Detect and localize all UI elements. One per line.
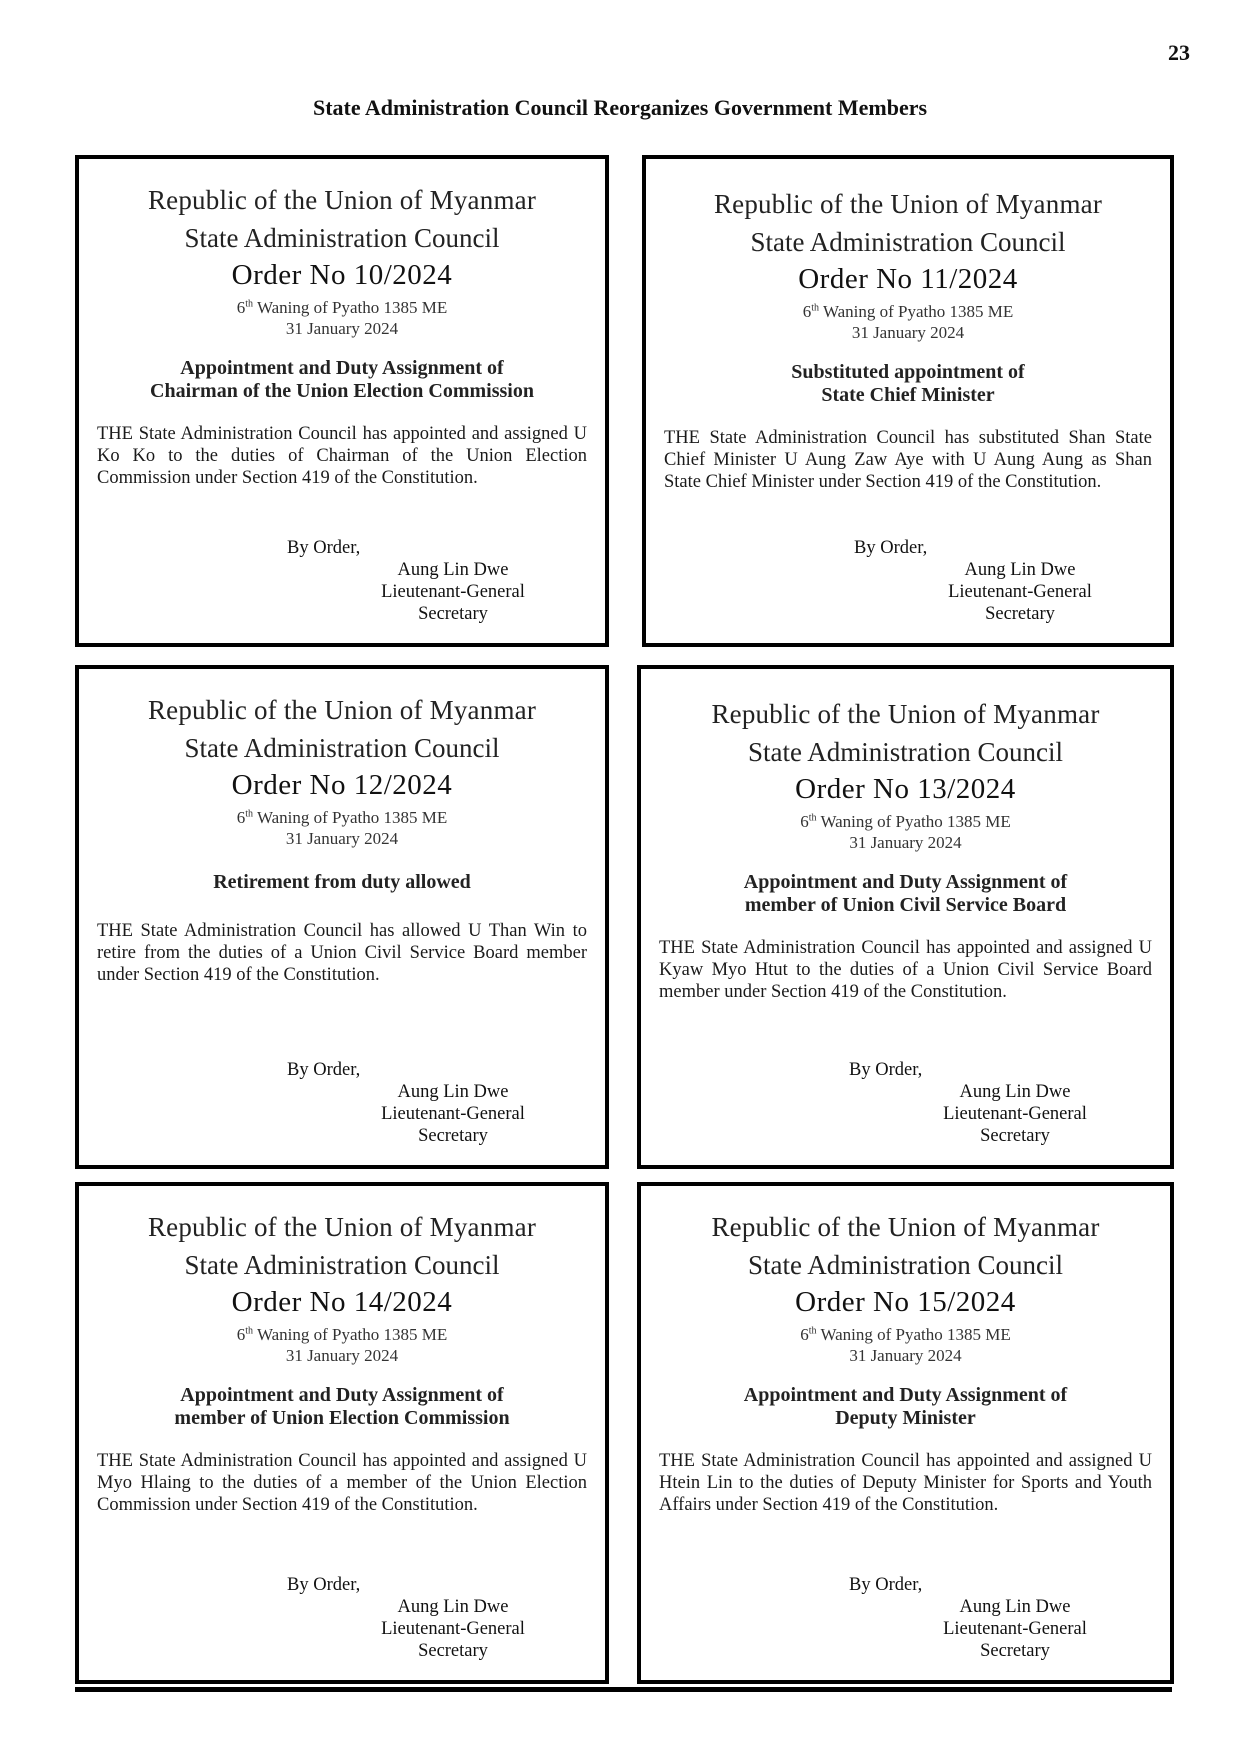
order-date-gregorian: 31 January 2024: [851, 323, 965, 342]
signature-block: [93, 1574, 591, 1666]
order-country: Republic of the Union of Myanmar: [147, 695, 537, 725]
order-subject: [93, 1384, 591, 1430]
order-date-myanmar: 6th Waning of Pyatho 1385 ME: [236, 808, 448, 827]
order-council: State Administration Council: [184, 1250, 500, 1280]
order-card-14: [75, 1182, 609, 1684]
signatory-name: Aung Lin Dwe: [964, 560, 1076, 580]
order-country: Republic of the Union of Myanmar: [147, 1212, 537, 1242]
signatory-rank: Lieutenant-General: [381, 1104, 525, 1124]
by-order-label: By Order,: [287, 538, 361, 558]
order-card-10: [75, 155, 609, 647]
order-card-11: [642, 155, 1174, 647]
by-order-label: By Order,: [854, 538, 928, 558]
order-subject-line: Appointment and Duty Assignment of: [180, 357, 504, 379]
signature-block: [93, 537, 591, 629]
order-subject: [655, 1384, 1156, 1430]
order-subject-line: Retirement from duty allowed: [213, 871, 471, 893]
signatory-name: Aung Lin Dwe: [397, 1082, 509, 1102]
order-subject-line: Chairman of the Union Election Commission: [150, 380, 534, 402]
signatory-position: Secretary: [418, 1641, 488, 1661]
order-card-15: [637, 1182, 1174, 1684]
order-date-gregorian: 31 January 2024: [285, 319, 399, 338]
signature-block: [660, 537, 1156, 629]
order-number: Order No 12/2024: [231, 769, 453, 801]
order-card-13: [637, 665, 1174, 1169]
order-subject: [93, 357, 591, 403]
order-date-gregorian: 31 January 2024: [285, 1346, 399, 1365]
order-subject: [660, 361, 1156, 407]
order-council: State Administration Council: [184, 733, 500, 763]
order-body: THE State Administration Council has appointed and assigned U Ko Ko to the duties of Chairman of the Union Election Commission under Section 419 of the Constitution.: [97, 424, 587, 488]
order-date-gregorian: 31 January 2024: [849, 833, 962, 852]
signatory-rank: Lieutenant-General: [943, 1104, 1087, 1124]
order-number: Order No 10/2024: [231, 259, 453, 291]
order-subject-line: Deputy Minister: [835, 1407, 976, 1429]
signature-block: [93, 1059, 591, 1151]
signatory-rank: Lieutenant-General: [948, 582, 1092, 602]
order-subject-line: Appointment and Duty Assignment of: [743, 871, 1068, 893]
signatory-name: Aung Lin Dwe: [959, 1082, 1071, 1102]
order-subject-line: member of Union Election Commission: [174, 1407, 510, 1429]
order-body: THE State Administration Council has appointed and assigned U Myo Hlaing to the duties of a member of the Union Election Commission under Section 419 of the Constitution.: [97, 1451, 587, 1515]
order-council: State Administration Council: [750, 227, 1066, 257]
order-body: THE State Administration Council has appointed and assigned U Kyaw Myo Htut to the duties of a Union Civil Service Board member under Section 419 of the Constitution.: [659, 938, 1152, 1002]
bottom-divider: [75, 1687, 1172, 1692]
order-subject-line: Appointment and Duty Assignment of: [180, 1384, 504, 1406]
signatory-name: Aung Lin Dwe: [397, 1597, 509, 1617]
order-date-myanmar: 6th Waning of Pyatho 1385 ME: [800, 1325, 1011, 1344]
signatory-position: Secretary: [418, 604, 488, 624]
order-country: Republic of the Union of Myanmar: [711, 699, 1100, 729]
order-date-myanmar: 6th Waning of Pyatho 1385 ME: [800, 812, 1011, 831]
signature-block: [655, 1059, 1156, 1151]
by-order-label: By Order,: [849, 1575, 923, 1595]
order-date-myanmar: 6th Waning of Pyatho 1385 ME: [236, 1325, 448, 1344]
order-date-gregorian: 31 January 2024: [849, 1346, 962, 1365]
order-number: Order No 11/2024: [798, 263, 1018, 295]
order-number: Order No 13/2024: [795, 773, 1016, 805]
order-card-12: [75, 665, 609, 1169]
page-title: State Administration Council Reorganizes Government Members: [312, 95, 928, 120]
by-order-label: By Order,: [287, 1575, 361, 1595]
order-subject: [93, 871, 591, 894]
by-order-label: By Order,: [849, 1060, 923, 1080]
order-subject-line: member of Union Civil Service Board: [744, 894, 1067, 916]
signatory-rank: Lieutenant-General: [943, 1619, 1087, 1639]
signatory-position: Secretary: [418, 1126, 488, 1146]
order-date-gregorian: 31 January 2024: [285, 829, 399, 848]
order-council: State Administration Council: [748, 737, 1063, 767]
order-date-myanmar: 6th Waning of Pyatho 1385 ME: [802, 302, 1014, 321]
signatory-position: Secretary: [980, 1126, 1050, 1146]
order-date-myanmar: 6th Waning of Pyatho 1385 ME: [236, 298, 448, 317]
order-subject-line: Appointment and Duty Assignment of: [743, 1384, 1068, 1406]
order-council: State Administration Council: [184, 223, 500, 253]
order-council: State Administration Council: [748, 1250, 1063, 1280]
signatory-position: Secretary: [985, 604, 1055, 624]
order-subject-line: Substituted appointment of: [791, 361, 1025, 383]
signatory-rank: Lieutenant-General: [381, 582, 525, 602]
order-subject: [655, 871, 1156, 917]
order-country: Republic of the Union of Myanmar: [711, 1212, 1100, 1242]
signatory-name: Aung Lin Dwe: [959, 1597, 1071, 1617]
page-number: 23: [1168, 40, 1190, 65]
order-number: Order No 15/2024: [795, 1286, 1016, 1318]
order-body: THE State Administration Council has appointed and assigned U Htein Lin to the duties of Deputy Minister for Sports and Youth Affairs under Section 419 of the Constitution.: [659, 1451, 1152, 1515]
by-order-label: By Order,: [287, 1060, 361, 1080]
order-country: Republic of the Union of Myanmar: [713, 189, 1103, 219]
signatory-name: Aung Lin Dwe: [397, 560, 509, 580]
order-subject-line: State Chief Minister: [821, 384, 995, 406]
signatory-rank: Lieutenant-General: [381, 1619, 525, 1639]
order-number: Order No 14/2024: [231, 1286, 453, 1318]
signatory-position: Secretary: [980, 1641, 1050, 1661]
signature-block: [655, 1574, 1156, 1666]
order-country: Republic of the Union of Myanmar: [147, 185, 537, 215]
order-body: THE State Administration Council has substituted Shan State Chief Minister U Aung Zaw Aye with U Aung Aung as Shan State Chief Minister under Section 419 of the Constitution.: [664, 428, 1152, 492]
order-body: THE State Administration Council has allowed U Than Win to retire from the duties of a Union Civil Service Board member under Section 419 of the Constitution.: [97, 921, 587, 985]
